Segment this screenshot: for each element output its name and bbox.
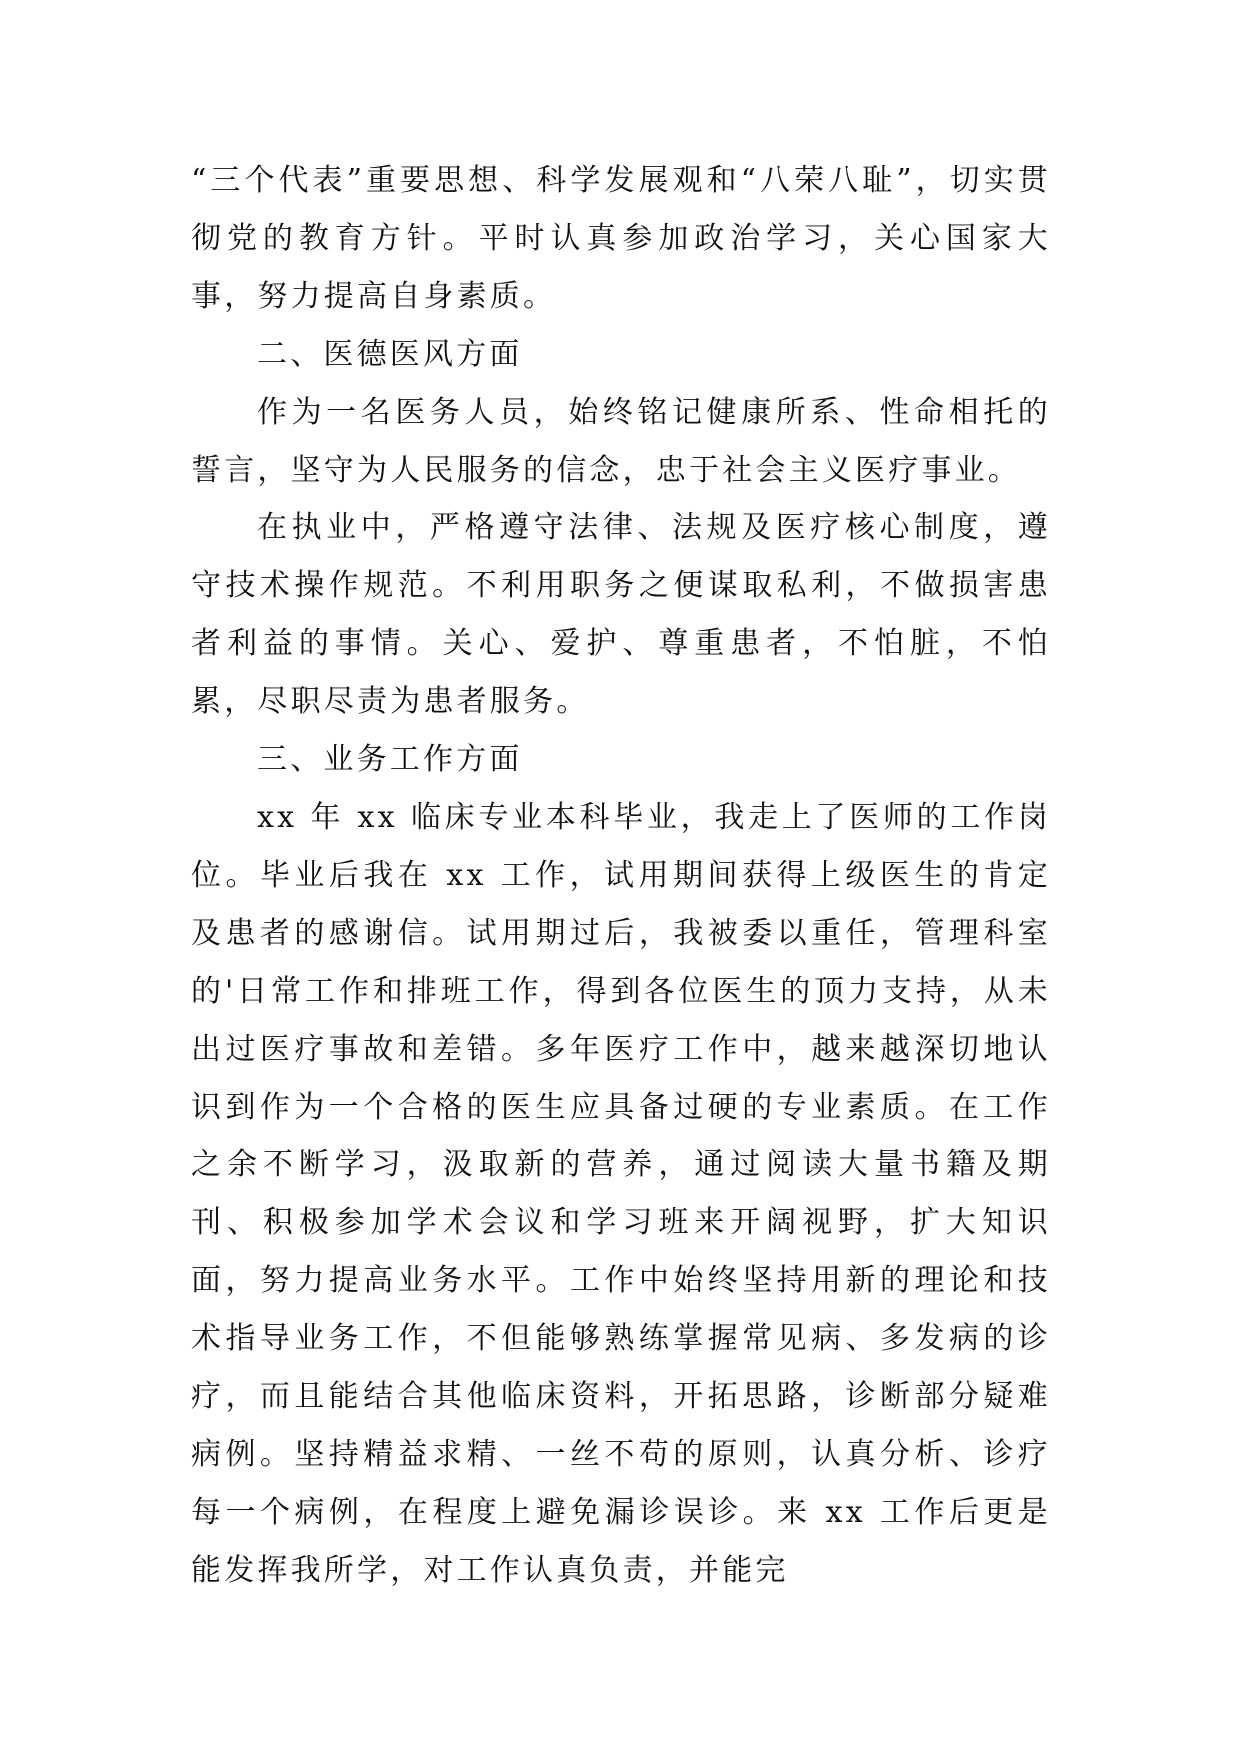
document-body — [191, 152, 1051, 1600]
section-heading-professional-work: 三、业务工作方面 — [257, 742, 523, 778]
paragraph-practice-conduct: 在执业中，严格遵守法律、法规及医疗核心制度，遵守技术操作规范。不利用职务之便谋取私利，不做损害患者利益的事情。关心、爱护、尊重患者，不怕脏，不怕累，尽职尽责为患者服务。 — [191, 510, 1051, 720]
paragraph-political-study: “三个代表”重要思想、科学发展观和“八荣八耻”，切实贯彻党的教育方针。平时认真参加政治学习，关心国家大事，努力提高自身素质。 — [191, 163, 1051, 314]
section-heading-medical-ethics: 二、医德医风方面 — [257, 336, 523, 372]
paragraph-work-experience: xx 年 xx 临床专业本科毕业，我走上了医师的工作岗位。毕业后我在 xx 工作，试用期间获得上级医生的肯定及患者的感谢信。试用期过后，我被委以重任，管理科室的'日常工作和排班工作，得到各位医生的顶力支持，从未出过医疗事故和差错。多年医疗工作中，越来越深切地认识到作为一个合格的医生应具备过硬的专业素质。在工作之余不断学习，汲取新的营养，通过阅读大量书籍及期刊、积极参加学术会议和学习班来开阔视野，扩大知识面，努力提高业务水平。工作中始终坚持用新的理论和技术指导业务工作，不但能够熟练掌握常见病、多发病的诊疗，而且能结合其他临床资料，开拓思路，诊断部分疑难病例。坚持精益求精、一丝不苟的原则，认真分析、诊疗每一个病例，在程度上避免漏诊误诊。来 xx 工作后更是能发挥我所学，对工作认真负责，并能完 — [191, 799, 1051, 1588]
paragraph-medical-vow: 作为一名医务人员，始终铭记健康所系、性命相托的誓言，坚守为人民服务的信念，忠于社会主义医疗事业。 — [191, 394, 1051, 488]
